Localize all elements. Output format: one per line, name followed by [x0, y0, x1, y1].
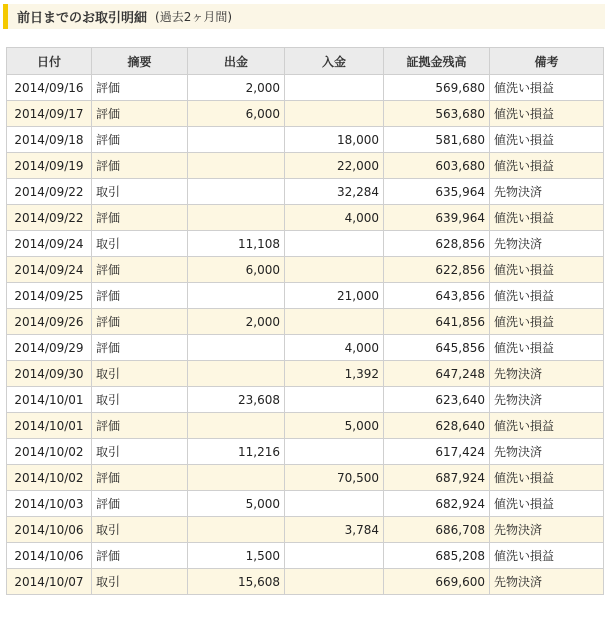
cell-deposit	[285, 309, 384, 335]
cell-margin-balance: 628,640	[384, 413, 490, 439]
cell-withdrawal	[188, 153, 285, 179]
table-row	[7, 387, 604, 413]
cell-deposit: 22,000	[285, 153, 384, 179]
cell-margin-balance: 569,680	[384, 75, 490, 101]
cell-deposit: 32,284	[285, 179, 384, 205]
cell-note: 値洗い損益	[490, 257, 604, 283]
column-header-date: 日付	[7, 48, 92, 75]
page-subtitle: (過去2ヶ月間)	[155, 10, 233, 24]
cell-withdrawal	[188, 517, 285, 543]
cell-date: 2014/09/30	[7, 361, 92, 387]
cell-note: 先物決済	[490, 361, 604, 387]
column-header-deposit: 入金	[285, 48, 384, 75]
cell-withdrawal	[188, 335, 285, 361]
cell-margin-balance: 643,856	[384, 283, 490, 309]
table-row	[7, 569, 604, 595]
section-header	[3, 4, 605, 29]
cell-withdrawal	[188, 413, 285, 439]
table-row	[7, 335, 604, 361]
cell-description: 評価	[92, 491, 188, 517]
cell-withdrawal: 6,000	[188, 101, 285, 127]
cell-description: 評価	[92, 101, 188, 127]
cell-deposit	[285, 231, 384, 257]
cell-deposit: 1,392	[285, 361, 384, 387]
cell-note: 先物決済	[490, 569, 604, 595]
table-row	[7, 491, 604, 517]
cell-description: 評価	[92, 75, 188, 101]
cell-note: 値洗い損益	[490, 205, 604, 231]
cell-margin-balance: 645,856	[384, 335, 490, 361]
cell-withdrawal: 11,216	[188, 439, 285, 465]
cell-deposit	[285, 101, 384, 127]
cell-deposit	[285, 439, 384, 465]
table-header-row	[7, 48, 604, 75]
cell-note: 値洗い損益	[490, 543, 604, 569]
cell-date: 2014/10/06	[7, 543, 92, 569]
table-row	[7, 517, 604, 543]
cell-description: 評価	[92, 127, 188, 153]
cell-withdrawal: 11,108	[188, 231, 285, 257]
cell-note: 値洗い損益	[490, 127, 604, 153]
cell-date: 2014/10/02	[7, 439, 92, 465]
cell-description: 取引	[92, 361, 188, 387]
cell-note: 値洗い損益	[490, 309, 604, 335]
cell-description: 評価	[92, 413, 188, 439]
cell-date: 2014/09/29	[7, 335, 92, 361]
table-row	[7, 257, 604, 283]
cell-description: 評価	[92, 153, 188, 179]
cell-date: 2014/10/07	[7, 569, 92, 595]
cell-date: 2014/09/22	[7, 205, 92, 231]
column-header-description: 摘要	[92, 48, 188, 75]
cell-withdrawal: 23,608	[188, 387, 285, 413]
cell-deposit: 70,500	[285, 465, 384, 491]
cell-note: 値洗い損益	[490, 153, 604, 179]
cell-note: 値洗い損益	[490, 491, 604, 517]
cell-description: 取引	[92, 387, 188, 413]
table-row	[7, 179, 604, 205]
cell-description: 評価	[92, 465, 188, 491]
cell-withdrawal	[188, 361, 285, 387]
cell-date: 2014/10/01	[7, 413, 92, 439]
table-row	[7, 283, 604, 309]
cell-date: 2014/09/17	[7, 101, 92, 127]
page-title: 前日までのお取引明細	[17, 11, 148, 26]
table-row	[7, 543, 604, 569]
cell-deposit: 3,784	[285, 517, 384, 543]
column-header-withdrawal: 出金	[188, 48, 285, 75]
cell-margin-balance: 628,856	[384, 231, 490, 257]
cell-date: 2014/10/06	[7, 517, 92, 543]
cell-withdrawal	[188, 179, 285, 205]
cell-margin-balance: 687,924	[384, 465, 490, 491]
cell-margin-balance: 639,964	[384, 205, 490, 231]
cell-deposit: 21,000	[285, 283, 384, 309]
transaction-table	[6, 47, 604, 595]
table-row	[7, 439, 604, 465]
cell-withdrawal: 5,000	[188, 491, 285, 517]
cell-note: 先物決済	[490, 179, 604, 205]
cell-description: 評価	[92, 205, 188, 231]
cell-note: 先物決済	[490, 231, 604, 257]
cell-margin-balance: 641,856	[384, 309, 490, 335]
cell-description: 評価	[92, 335, 188, 361]
cell-date: 2014/09/19	[7, 153, 92, 179]
cell-description: 評価	[92, 257, 188, 283]
cell-margin-balance: 617,424	[384, 439, 490, 465]
cell-withdrawal	[188, 205, 285, 231]
table-row	[7, 465, 604, 491]
cell-deposit	[285, 491, 384, 517]
cell-margin-balance: 682,924	[384, 491, 490, 517]
cell-date: 2014/09/22	[7, 179, 92, 205]
cell-withdrawal	[188, 127, 285, 153]
cell-description: 取引	[92, 517, 188, 543]
cell-date: 2014/10/01	[7, 387, 92, 413]
cell-deposit	[285, 543, 384, 569]
cell-note: 値洗い損益	[490, 75, 604, 101]
cell-withdrawal: 6,000	[188, 257, 285, 283]
cell-description: 取引	[92, 179, 188, 205]
cell-withdrawal: 2,000	[188, 309, 285, 335]
cell-description: 取引	[92, 231, 188, 257]
table-row	[7, 413, 604, 439]
cell-deposit: 4,000	[285, 205, 384, 231]
cell-withdrawal	[188, 283, 285, 309]
table-row	[7, 75, 604, 101]
cell-margin-balance: 581,680	[384, 127, 490, 153]
cell-date: 2014/09/18	[7, 127, 92, 153]
table-row	[7, 127, 604, 153]
cell-deposit	[285, 387, 384, 413]
cell-deposit	[285, 569, 384, 595]
cell-margin-balance: 622,856	[384, 257, 490, 283]
table-row	[7, 205, 604, 231]
cell-margin-balance: 623,640	[384, 387, 490, 413]
cell-description: 取引	[92, 569, 188, 595]
cell-margin-balance: 563,680	[384, 101, 490, 127]
table-row	[7, 309, 604, 335]
cell-date: 2014/10/03	[7, 491, 92, 517]
cell-deposit: 5,000	[285, 413, 384, 439]
column-header-margin-balance: 証拠金残高	[384, 48, 490, 75]
cell-date: 2014/09/25	[7, 283, 92, 309]
cell-deposit: 18,000	[285, 127, 384, 153]
cell-date: 2014/09/26	[7, 309, 92, 335]
cell-margin-balance: 685,208	[384, 543, 490, 569]
cell-withdrawal: 15,608	[188, 569, 285, 595]
cell-note: 値洗い損益	[490, 413, 604, 439]
table-row	[7, 231, 604, 257]
cell-description: 評価	[92, 283, 188, 309]
cell-margin-balance: 635,964	[384, 179, 490, 205]
cell-deposit	[285, 75, 384, 101]
cell-withdrawal: 1,500	[188, 543, 285, 569]
table-row	[7, 361, 604, 387]
cell-deposit	[285, 257, 384, 283]
cell-description: 評価	[92, 309, 188, 335]
cell-note: 値洗い損益	[490, 335, 604, 361]
table-body	[7, 75, 604, 595]
column-header-note: 備考	[490, 48, 604, 75]
cell-note: 先物決済	[490, 439, 604, 465]
cell-deposit: 4,000	[285, 335, 384, 361]
cell-date: 2014/09/24	[7, 257, 92, 283]
cell-note: 先物決済	[490, 387, 604, 413]
cell-margin-balance: 603,680	[384, 153, 490, 179]
cell-note: 値洗い損益	[490, 283, 604, 309]
cell-note: 先物決済	[490, 517, 604, 543]
cell-note: 値洗い損益	[490, 465, 604, 491]
cell-date: 2014/09/24	[7, 231, 92, 257]
cell-date: 2014/10/02	[7, 465, 92, 491]
cell-note: 値洗い損益	[490, 101, 604, 127]
cell-margin-balance: 647,248	[384, 361, 490, 387]
table-header	[7, 48, 604, 75]
cell-description: 評価	[92, 543, 188, 569]
cell-description: 取引	[92, 439, 188, 465]
table-row	[7, 101, 604, 127]
cell-margin-balance: 669,600	[384, 569, 490, 595]
cell-withdrawal: 2,000	[188, 75, 285, 101]
cell-date: 2014/09/16	[7, 75, 92, 101]
cell-margin-balance: 686,708	[384, 517, 490, 543]
cell-withdrawal	[188, 465, 285, 491]
table-row	[7, 153, 604, 179]
